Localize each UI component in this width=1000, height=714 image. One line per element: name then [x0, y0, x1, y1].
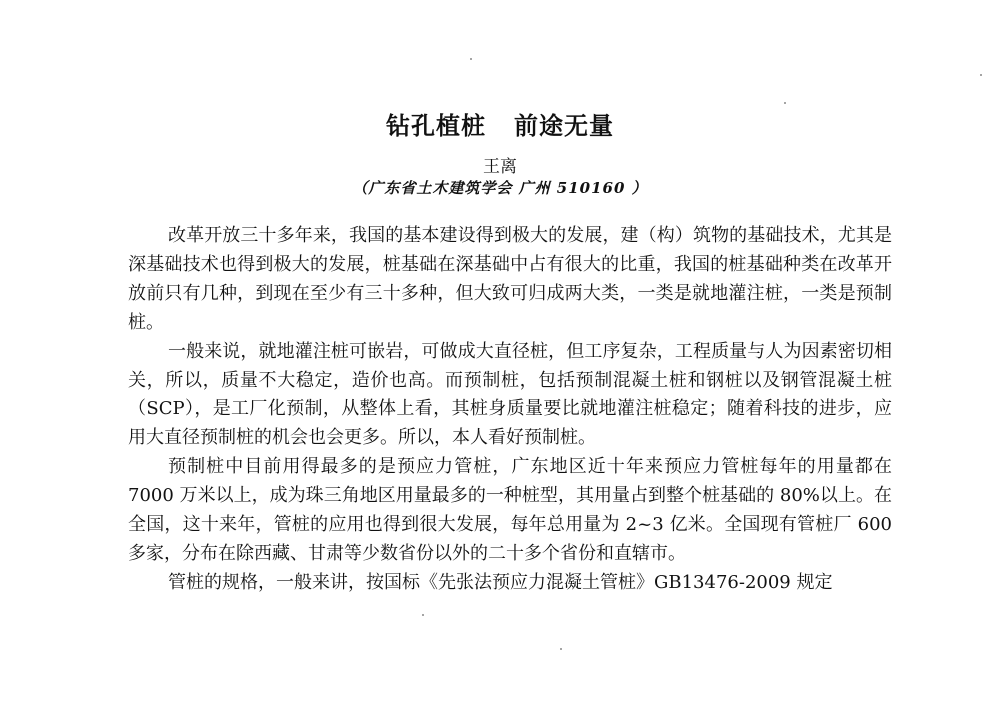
author-name: 王离: [483, 157, 517, 177]
article-title: 钻孔植桩 前途无量: [385, 112, 615, 140]
scan-speck: [560, 648, 562, 650]
paragraph: 管桩的规格，一般来讲，按国标《先张法预应力混凝土管桩》GB13476-2009 规定: [168, 571, 833, 593]
scan-speck: [980, 74, 982, 76]
author-affiliation: （广东省土木建筑学会 广州 510160 ）: [352, 179, 648, 197]
scan-speck: [470, 58, 472, 60]
scan-speck: [784, 102, 786, 104]
scan-speck: [422, 614, 424, 616]
paragraph: 一般来说，就地灌注桩可嵌岩，可做成大直径桩，但工序复杂，工程质量与人为因素密切相关，所以，质量不大稳定，造价也高。而预制桩，包括预制混凝土桩和钢桩以及钢管混凝土桩（SCP），是工厂化预制，从整体上看，其桩身质量要比就地灌注桩稳定；随着科技的进步，应用大直径预制桩的机会也会更多。所以，本人看好预制桩。: [128, 340, 892, 449]
paragraph: 预制桩中目前用得最多的是预应力管桩，广东地区近十年来预应力管桩每年的用量都在 7000 万米以上，成为珠三角地区用量最多的一种桩型，其用量占到整个桩基础的 80%以上。在全国，这十来年，管桩的应用也得到很大发展，每年总用量为 2~3 亿米。全国现有管桩厂 600 多家，分布在除西藏、甘肃等少数省份以外的二十多个省份和直辖市。: [128, 456, 892, 564]
paragraph: 改革开放三十多年来，我国的基本建设得到极大的发展，建（构）筑物的基础技术，尤其是深基础技术也得到极大的发展，桩基础在深基础中占有很大的比重，我国的桩基础种类在改革开放前只有几种，到现在至少有三十多种，但大致可归成两大类，一类是就地灌注桩，一类是预制桩。: [128, 225, 892, 333]
article-body: [128, 222, 892, 598]
